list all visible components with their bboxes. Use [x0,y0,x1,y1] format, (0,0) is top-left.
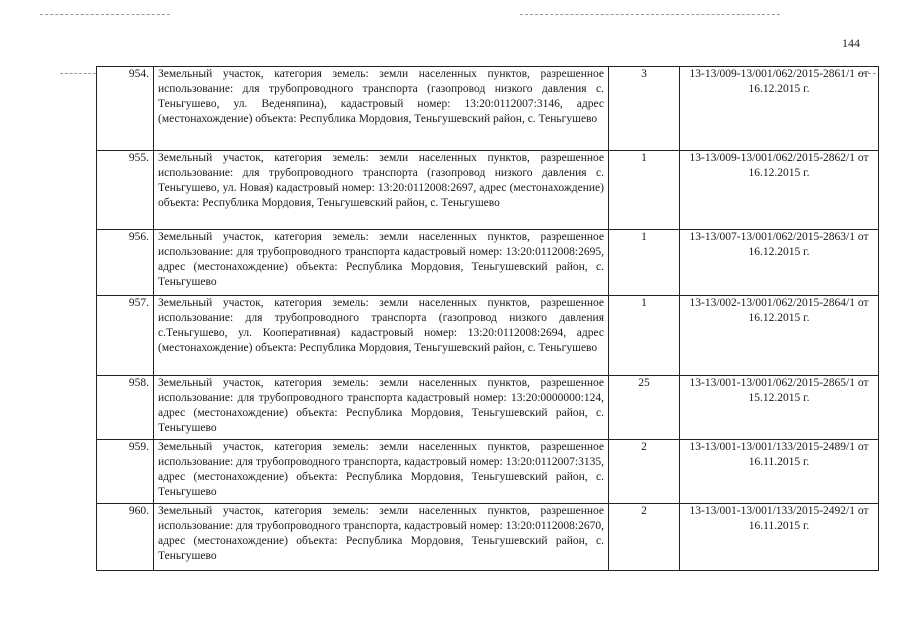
plot-description: Земельный участок, категория земель: земли населенных пунктов, разрешенное использование: для трубопроводного транспорта (газопровод низкого давления с. Теньгушево, ул. Веденяпина), кадастровый номер: 13:20:0112007:3146, адрес (местонахождение) объекта: Республика Мордовия, Теньгушевский район, с. Теньгушево [154,67,609,151]
row-number: 954. [97,67,154,151]
row-number: 957. [97,296,154,376]
row-number: 955. [97,151,154,230]
scan-artifact-line [40,14,170,15]
table-row [97,67,879,151]
registration-record: 13-13/001-13/001/133/2015-2492/1 от 16.11.2015 г. [680,504,879,571]
table-row [97,151,879,230]
plot-area: 1 [609,296,680,376]
plot-description: Земельный участок, категория земель: земли населенных пунктов, разрешенное использование: для трубопроводного транспорта кадастровый номер: 13:20:0112008:2695, адрес (местонахождение) объекта: Республика Мордовия, Теньгушевский район, с. Теньгушево [154,230,609,296]
page-number: 144 [842,36,860,50]
table-row [97,504,879,571]
row-number: 958. [97,376,154,440]
land-plot-registry-table [96,66,879,571]
row-number: 960. [97,504,154,571]
plot-description: Земельный участок, категория земель: земли населенных пунктов, разрешенное использование: для трубопроводного транспорта, кадастровый номер: 13:20:0112007:3135, адрес (местонахождение) объекта: Республика Мордовия, Теньгушевский район, с. Теньгушево [154,440,609,504]
registration-record: 13-13/001-13/001/062/2015-2865/1 от 15.12.2015 г. [680,376,879,440]
table-row [97,376,879,440]
plot-area: 2 [609,504,680,571]
table-row [97,440,879,504]
row-number: 959. [97,440,154,504]
row-number: 956. [97,230,154,296]
plot-description: Земельный участок, категория земель: земли населенных пунктов, разрешенное использование: для трубопроводного транспорта (газопровод низкого давления с.Теньгушево, ул. Кооперативная) кадастровый номер: 13:20:0112008:2694, адрес (местонахождение) объекта: Республика Мордовия, Теньгушевский район, с. Теньгушево [154,296,609,376]
table-row [97,296,879,376]
plot-area: 1 [609,230,680,296]
scan-artifact-line [60,73,96,74]
scan-artifact-line [520,14,780,15]
plot-description: Земельный участок, категория земель: земли населенных пунктов, разрешенное использование: для трубопроводного транспорта кадастровый номер: 13:20:0000000:124, адрес (местонахождение) объекта: Республика Мордовия, Теньгушевский район, с. Теньгушево [154,376,609,440]
registration-record: 13-13/007-13/001/062/2015-2863/1 от 16.12.2015 г. [680,230,879,296]
plot-area: 1 [609,151,680,230]
registration-record: 13-13/001-13/001/133/2015-2489/1 от 16.11.2015 г. [680,440,879,504]
registration-record: 13-13/009-13/001/062/2015-2862/1 от 16.12.2015 г. [680,151,879,230]
plot-description: Земельный участок, категория земель: земли населенных пунктов, разрешенное использование: для трубопроводного транспорта (газопровод низкого давления с. Теньгушево, ул. Новая) кадастровый номер: 13:20:0112008:2697, адрес (местонахождение) объекта: Республика Мордовия, Теньгушевский район, с. Теньгушево [154,151,609,230]
table-row [97,230,879,296]
plot-area: 25 [609,376,680,440]
plot-description: Земельный участок, категория земель: земли населенных пунктов, разрешенное использование: для трубопроводного транспорта, кадастровый номер: 13:20:0112008:2670, адрес (местонахождение) объекта: Республика Мордовия, Теньгушевский район, с. Теньгушево [154,504,609,571]
registration-record: 13-13/009-13/001/062/2015-2861/1 от 16.12.2015 г. [680,67,879,151]
registration-record: 13-13/002-13/001/062/2015-2864/1 от 16.12.2015 г. [680,296,879,376]
plot-area: 2 [609,440,680,504]
plot-area: 3 [609,67,680,151]
